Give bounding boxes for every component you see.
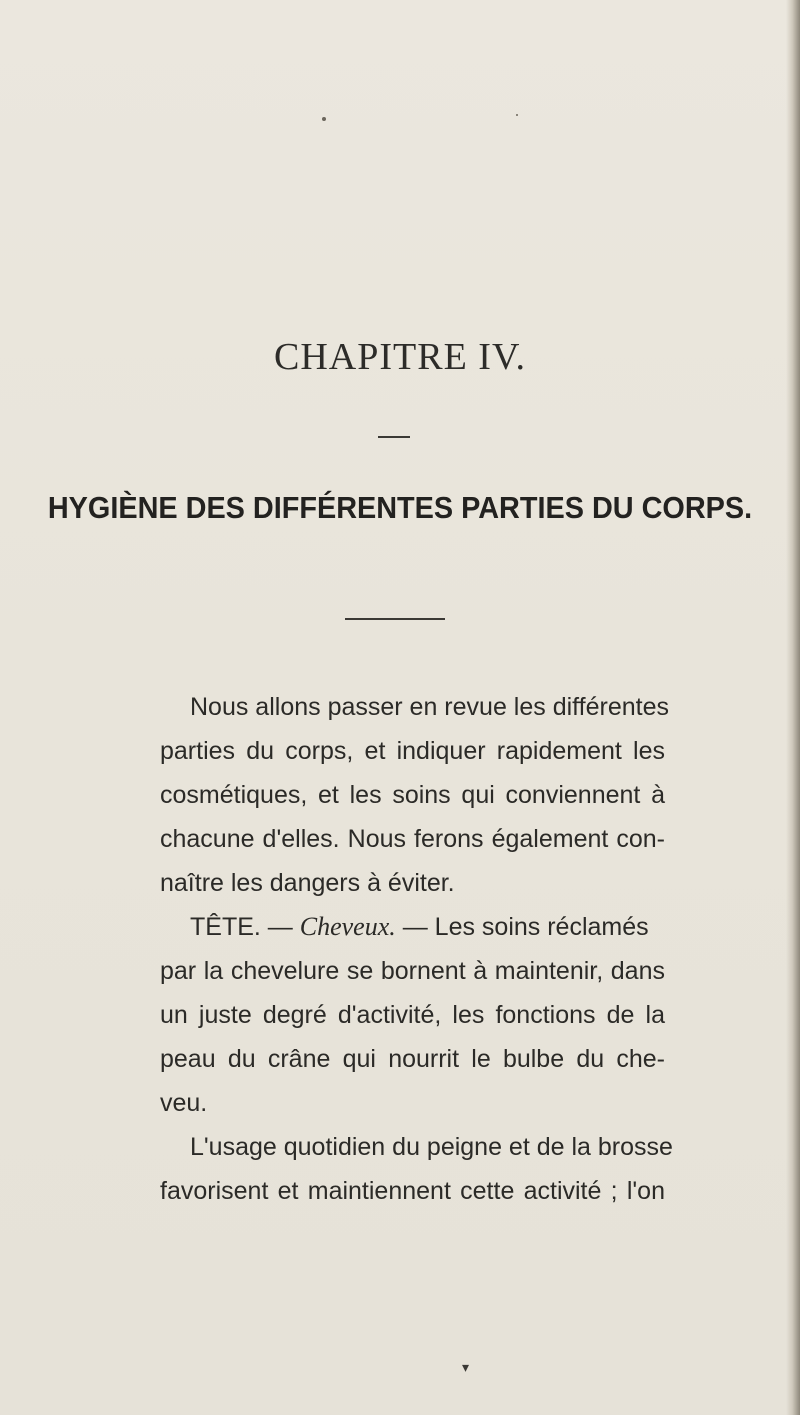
paragraph-line: un juste degré d'activité, les fonctions de la	[160, 1001, 665, 1029]
heading-dash: —	[267, 913, 293, 941]
chapter-heading: CHAPITRE IV.	[274, 336, 526, 378]
section-title: HYGIÈNE DES DIFFÉRENTES PARTIES DU CORPS.	[47, 490, 753, 525]
paragraph-line: cosmétiques, et les soins qui conviennent à	[160, 781, 665, 809]
paragraph-line: chacune d'elles. Nous ferons également con-	[160, 825, 665, 853]
subheading-cheveux: Cheveux.	[299, 912, 396, 941]
long-divider	[345, 618, 445, 620]
paragraph-line: par la chevelure se bornent à maintenir, dans	[160, 957, 665, 985]
paragraph-line: parties du corps, et indiquer rapidement les	[160, 737, 665, 765]
paragraph-line: Nous allons passer en revue les différentes	[190, 693, 669, 721]
paragraph-line-rest: — Les soins réclamés	[402, 913, 649, 941]
page-edge-shadow	[786, 0, 800, 1415]
body-text	[160, 685, 673, 1213]
ink-speck	[516, 114, 518, 116]
ink-speck	[322, 117, 326, 121]
short-divider	[378, 436, 410, 438]
printer-mark: ▾	[462, 1360, 470, 1376]
paragraph-line: naître les dangers à éviter.	[160, 869, 455, 897]
paragraph-line: favorisent et maintiennent cette activité ; l'on	[160, 1177, 665, 1205]
section-heading-line	[160, 905, 665, 949]
paragraph-line: veu.	[160, 1089, 208, 1117]
section-heading-tete: TÊTE.	[190, 913, 261, 941]
paragraph-line: peau du crâne qui nourrit le bulbe du che-	[160, 1045, 665, 1073]
paragraph-line: L'usage quotidien du peigne et de la brosse	[190, 1133, 673, 1161]
